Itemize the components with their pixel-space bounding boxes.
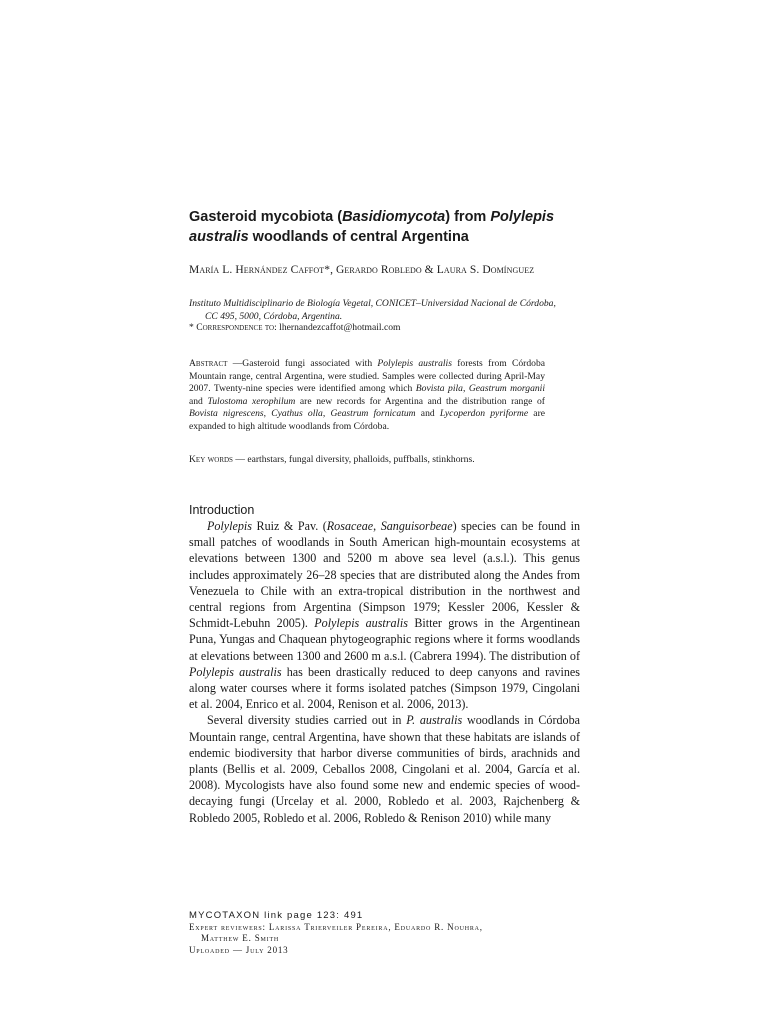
footer-citation: MYCOTAXON link page 123: 491 [189, 910, 364, 921]
affiliation-line-1: Instituto Multidisciplinario de Biología Vegetal, CONICET–Universidad Nacional de Córdoba, [189, 298, 556, 309]
page-footer [189, 910, 589, 956]
author-list: María L. Hernández Caffot*, Gerardo Robledo & Laura S. Domínguez [189, 264, 535, 276]
correspondence-email[interactable]: lhernandezcaffot@hotmail.com [279, 322, 401, 333]
affiliation-line-2: CC 495, 5000, Córdoba, Argentina. [205, 310, 343, 322]
key-words-label: Key words [189, 454, 233, 465]
paragraph-2: Several diversity studies carried out in P. australis woodlands in Córdoba Mountain range, central Argentina, have shown that these habitats are islands of endemic biodiversity that harbor diverse communities of birds, arachnids and plants (Bellis et al. 2009, Ceballos 2008, Cingolani et al. 2004, García et al. 2008). Mycologists have also found some new and endemic species of wood-decaying fungi (Urcelay et al. 2000, Robledo et al. 2003, Rajchenberg & Robledo 2005, Robledo et al. 2006, Robledo & Renison 2010) while many [189, 713, 580, 825]
paragraph-1: Polylepis Ruiz & Pav. (Rosaceae, Sanguisorbeae) species can be found in small patches of woodlands in South American high-mountain ecosystems at elevations between 1300 and 5200 m above sea level (a.s.l.). This genus includes approximately 26–28 species that are distributed along the Andes from Venezuela to Chile with an extra-tropical distribution in the northwest and central regions from Argentina (Simpson 1979; Kessler 2006, Kessler & Schmidt-Lebuhn 2005). Polylepis australis Bitter grows in the Argentinean Puna, Yungas and Chaquean phytogeographic regions where it forms woodlands at elevations between 1300 and 2600 m a.s.l. (Cabrera 1994). The distribution of Polylepis australis has been drastically reduced to deep canyons and ravines along water courses where it forms isolated patches (Simpson 1979, Cingolani et al. 2004, Enrico et al. 2004, Renison et al. 2006, 2013). [189, 519, 581, 712]
footer-reviewers-cont: Matthew E. Smith [201, 933, 280, 943]
affiliation [189, 298, 579, 323]
correspondence [189, 322, 579, 335]
key-words: Key words — earthstars, fungal diversity, phalloids, puffballs, stinkhorns. [189, 454, 475, 465]
footer-uploaded: Uploaded — July 2013 [189, 944, 289, 955]
abstract: Abstract —Gasteroid fungi associated with Polylepis australis forests from Córdoba Mountain range, central Argentina, were studied. Samples were collected during April-May 2007. Twenty-nine species were identified among which Bovista pila, Geastrum morganii and Tulostoma xerophilum are new records for Argentina and the distribution range of Bovista nigrescens, Cyathus olla, Geastrum fornicatum and Lycoperdon pyriforme are expanded to high altitude woodlands from Córdoba. [189, 358, 546, 432]
footer-reviewers: Expert reviewers: Larissa Trierveiler Pereira, Eduardo R. Nouhra, [189, 921, 483, 932]
abstract-label: Abstract [189, 358, 228, 369]
introduction-body [189, 518, 580, 826]
article-title: Gasteroid mycobiota (Basidiomycota) from Polylepis australis woodlands of central Argentina [189, 209, 555, 245]
section-heading-introduction: Introduction [189, 503, 255, 517]
correspondence-label: * Correspondence to: [189, 322, 277, 333]
